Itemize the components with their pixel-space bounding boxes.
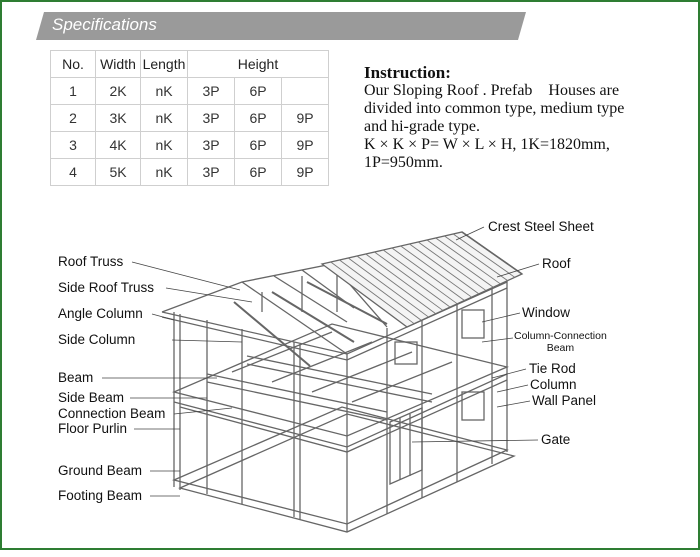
instruction-line: Our Sloping Roof . Prefab Houses are bbox=[364, 82, 620, 99]
specifications-banner bbox=[36, 12, 526, 40]
cell-length: nK bbox=[141, 78, 188, 105]
cell-no: 4 bbox=[51, 159, 96, 186]
cell-height-2: 6P bbox=[235, 78, 282, 105]
instruction-line: K × K × P= W × L × H, 1K=1820mm, bbox=[364, 136, 610, 153]
instruction-line: 1P=950mm. bbox=[364, 154, 443, 171]
label-gate: Gate bbox=[541, 432, 571, 447]
label-roof: Roof bbox=[542, 256, 571, 271]
specifications-title: Specifications bbox=[52, 15, 157, 34]
cell-width: 2K bbox=[96, 78, 141, 105]
label-wall-panel: Wall Panel bbox=[532, 393, 597, 408]
label-column: Column bbox=[530, 377, 577, 392]
cell-width: 3K bbox=[96, 105, 141, 132]
cell-height-2: 6P bbox=[235, 159, 282, 186]
table-row bbox=[51, 78, 329, 105]
label-column-connection-beam bbox=[514, 330, 607, 354]
cell-width: 4K bbox=[96, 132, 141, 159]
cell-no: 1 bbox=[51, 78, 96, 105]
col-length-header: Length bbox=[141, 51, 188, 78]
instruction-line: divided into common type, medium type bbox=[364, 100, 625, 117]
label-side-roof-truss: Side Roof Truss bbox=[58, 280, 155, 295]
cell-height-1: 3P bbox=[188, 78, 235, 105]
cell-height-2: 6P bbox=[235, 105, 282, 132]
label-window: Window bbox=[522, 305, 571, 320]
label-footing-beam: Footing Beam bbox=[58, 488, 143, 503]
label-beam: Beam bbox=[58, 370, 94, 385]
label-side-column: Side Column bbox=[58, 332, 136, 347]
cell-length: nK bbox=[141, 132, 188, 159]
table-header-row bbox=[51, 51, 329, 78]
label-side-beam: Side Beam bbox=[58, 390, 125, 405]
instruction-line: and hi-grade type. bbox=[364, 118, 480, 135]
cell-height-2: 6P bbox=[235, 132, 282, 159]
cell-height-1: 3P bbox=[188, 105, 235, 132]
table-row bbox=[51, 159, 329, 186]
cell-height-3: 9P bbox=[282, 105, 329, 132]
label-connection-beam: Connection Beam bbox=[58, 406, 166, 421]
label-roof-truss: Roof Truss bbox=[58, 254, 124, 269]
cell-height-1: 3P bbox=[188, 159, 235, 186]
label-crest-steel-sheet: Crest Steel Sheet bbox=[488, 219, 594, 234]
label-ground-beam: Ground Beam bbox=[58, 463, 143, 478]
cell-no: 2 bbox=[51, 105, 96, 132]
label-angle-column: Angle Column bbox=[58, 306, 143, 321]
specifications-table bbox=[50, 50, 329, 186]
instruction-title: Instruction: bbox=[364, 63, 451, 82]
instruction-block bbox=[364, 64, 694, 172]
table-row bbox=[51, 105, 329, 132]
col-no-header: No. bbox=[51, 51, 96, 78]
cell-height-3 bbox=[282, 78, 329, 105]
col-width-header: Width bbox=[96, 51, 141, 78]
label-ccb-line1: Column-Connection bbox=[514, 330, 607, 342]
label-tie-rod: Tie Rod bbox=[529, 361, 576, 376]
cell-height-3: 9P bbox=[282, 132, 329, 159]
cell-height-3: 9P bbox=[282, 159, 329, 186]
cell-no: 3 bbox=[51, 132, 96, 159]
cell-length: nK bbox=[141, 159, 188, 186]
table-row bbox=[51, 132, 329, 159]
cell-length: nK bbox=[141, 105, 188, 132]
label-floor-purlin: Floor Purlin bbox=[58, 421, 128, 436]
cell-width: 5K bbox=[96, 159, 141, 186]
col-height-header: Height bbox=[188, 51, 329, 78]
cell-height-1: 3P bbox=[188, 132, 235, 159]
house-structure-diagram bbox=[2, 202, 700, 552]
label-ccb-line2: Beam bbox=[546, 342, 575, 354]
